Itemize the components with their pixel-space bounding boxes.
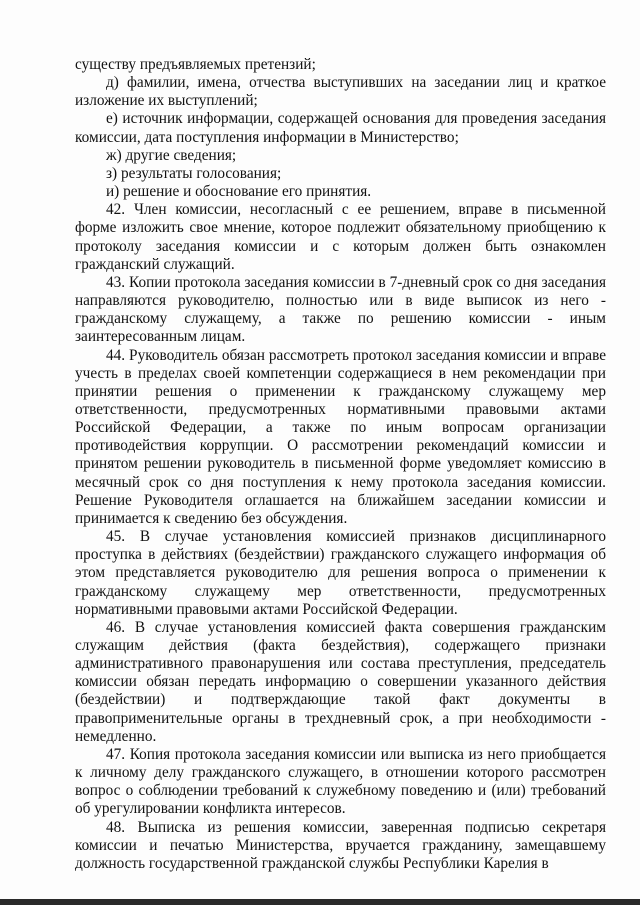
paragraph-43: 43. Копии протокола заседания комиссии в 7-дневный срок со дня заседания направляются руководителю, полностью или в виде выписок из него - гражданскому служащему, а также по решению комиссии - иным заинтересованным лицам. — [75, 273, 606, 346]
paragraph-48: 48. Выписка из решения комиссии, заверенная подписью секретаря комиссии и печатью Министерства, вручается гражданину, замещавшему должность государственной гражданской службы Республики Карелия в — [75, 818, 606, 872]
paragraph-item-zh: ж) другие сведения; — [106, 146, 237, 164]
scan-edge-line — [0, 899, 640, 905]
paragraph-44: 44. Руководитель обязан рассмотреть протокол заседания комиссии и вправе учесть в пределах своей компетенции содержащиеся в нем рекомендации при принятии решения о применении к гражданскому служащему мер ответственности, предусмотренных нормативными правовыми актами Российской Федерации, а также по иным вопросам организации противодействия коррупции. О рассмотрении рекомендаций комиссии и принятом решении руководитель в письменной форме уведомляет комиссию в месячный срок со дня поступления к нему протокола заседания комиссии. Решение Руководителя оглашается на ближайшем заседании комиссии и принимается к сведению без обсуждения. — [75, 346, 606, 527]
paragraph-42: 42. Член комиссии, несогласный с ее решением, вправе в письменной форме изложить свое мнение, которое подлежит обязательному приобщению к протоколу заседания комиссии и с которым должен быть ознакомлен гражданский служащий. — [75, 201, 606, 273]
paragraph-continuation: существу предъявляемых претензий; — [75, 56, 316, 73]
paragraph-item-d: д) фамилии, имена, отчества выступивших на заседании лиц и краткое изложение их выступлений; — [75, 74, 606, 110]
paragraph-item-e: е) источник информации, содержащей основания для проведения заседания комиссии, дата поступления информации в Министерство; — [75, 110, 606, 146]
document-body — [75, 56, 606, 873]
paragraph-item-z: з) результаты голосования; — [106, 164, 282, 182]
paragraph-46: 46. В случае установления комиссией факта совершения гражданским служащим действия (факта бездействия), содержащего признаки административного правонарушения или состава преступления, председатель комиссии обязан передать информацию о совершении указанного действия (бездействии) и подтверждающие такой факт документы в правоприменительные органы в трехдневный срок, а при необходимости - немедленно. — [75, 618, 606, 745]
paragraph-47: 47. Копия протокола заседания комиссии или выписка из него приобщается к личному делу гражданского служащего, в отношении которого рассмотрен вопрос о соблюдении требований к служебному поведению и (или) требований об урегулировании конфликта интересов. — [75, 745, 606, 818]
paragraph-item-i: и) решение и обоснование его принятия. — [106, 183, 372, 201]
paragraph-45: 45. В случае установления комиссией признаков дисциплинарного проступка в действиях (бездействии) гражданского служащего информация об этом представляется руководителю для решения вопроса о применении к гражданскому служащему мер ответственности, предусмотренных нормативными правовыми актами Российской Федерации. — [75, 528, 606, 618]
